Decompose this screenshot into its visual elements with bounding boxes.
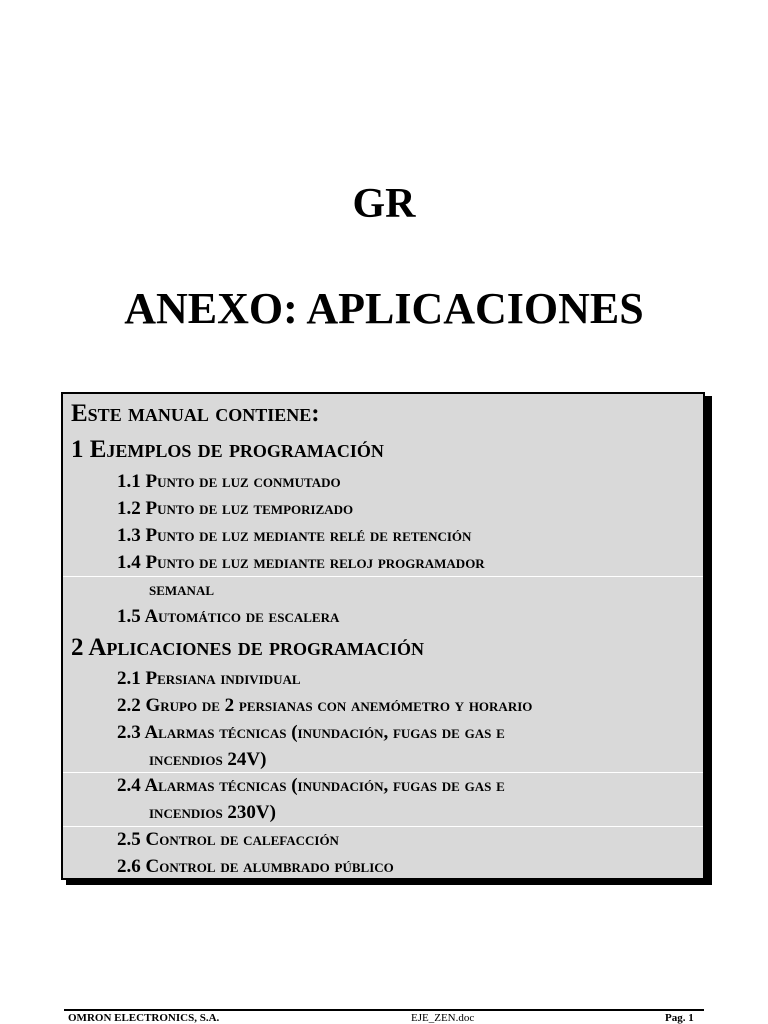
footer-rule (64, 1009, 704, 1011)
toc-item-2-3-cont: incendios 24V) (149, 749, 267, 770)
document-code: GR (352, 181, 416, 227)
toc-item-2-1: 2.1 Persiana individual (117, 668, 301, 689)
footer-page-number: Pag. 1 (665, 1012, 694, 1024)
toc-section-1: 1 Ejemplos de programación (71, 436, 384, 463)
toc-item-2-5: 2.5 Control de calefacción (117, 829, 339, 850)
footer-company: OMRON ELECTRONICS, S.A. (68, 1012, 220, 1024)
toc-item-1-4: 1.4 Punto de luz mediante reloj programador (117, 552, 485, 573)
toc-item-1-1: 1.1 Punto de luz conmutado (117, 471, 341, 492)
toc-divider (63, 772, 703, 773)
toc-divider (63, 826, 703, 827)
toc-item-1-3: 1.3 Punto de luz mediante relé de retención (117, 525, 472, 546)
toc-item-2-6: 2.6 Control de alumbrado público (117, 856, 394, 877)
toc-box (61, 392, 705, 880)
toc-heading: Este manual contiene: (71, 400, 320, 427)
toc-item-2-2: 2.2 Grupo de 2 persianas con anemómetro y horario (117, 695, 533, 716)
toc-item-1-2: 1.2 Punto de luz temporizado (117, 498, 354, 519)
document-title: ANEXO: APLICACIONES (124, 284, 644, 333)
toc-item-2-4: 2.4 Alarmas técnicas (inundación, fugas de gas e (117, 775, 505, 796)
footer-filename: EJE_ZEN.doc (411, 1012, 475, 1024)
toc-section-2: 2 Aplicaciones de programación (71, 634, 424, 661)
toc-item-1-4-cont: semanal (149, 579, 215, 600)
toc-item-2-4-cont: incendios 230V) (149, 802, 276, 823)
toc-divider (63, 576, 703, 577)
toc-item-2-3: 2.3 Alarmas técnicas (inundación, fugas de gas e (117, 722, 505, 743)
toc-item-1-5: 1.5 Automático de escalera (117, 606, 340, 627)
